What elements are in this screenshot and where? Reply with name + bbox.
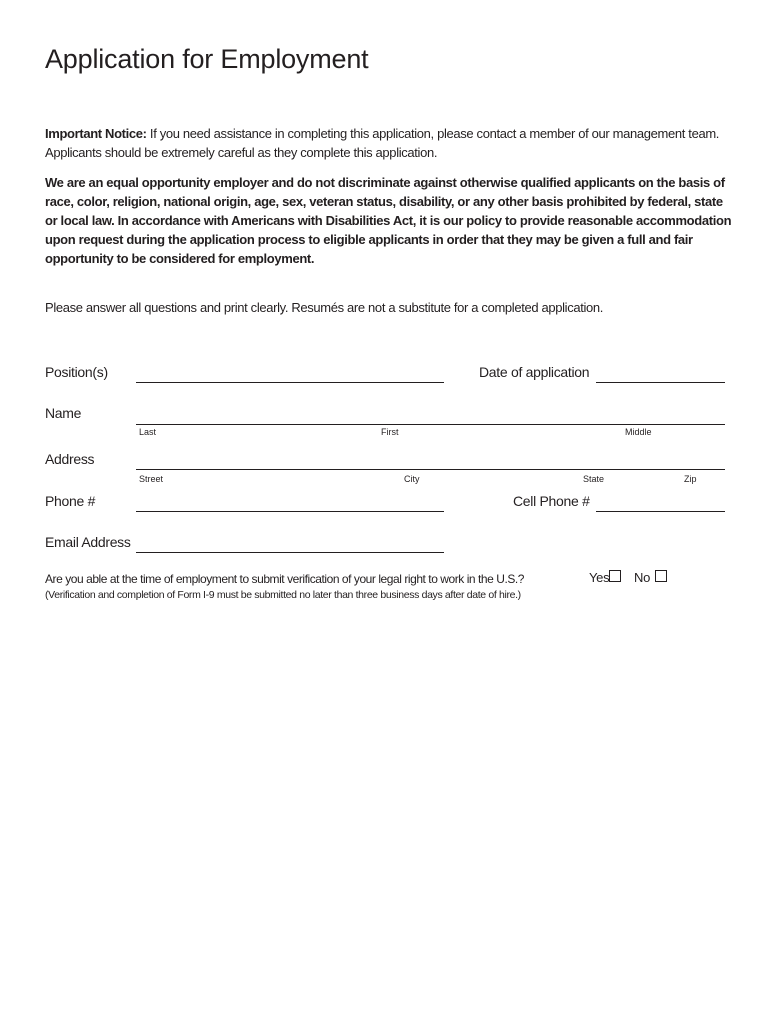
address-city-caption: City [404,474,420,484]
address-zip-caption: Zip [684,474,697,484]
work-authorization-note: (Verification and completion of Form I-9 must be submitted no later than three business days after date of hire.) [45,589,521,601]
important-notice [45,124,735,162]
page-title: Application for Employment [45,44,369,74]
address-label: Address [45,451,95,467]
work-authorization-question: Are you able at the time of employment to submit verification of your legal right to work in the U.S.? [45,572,525,586]
yes-checkbox[interactable] [609,570,621,582]
date-of-application-label: Date of application [479,364,590,380]
no-checkbox[interactable] [655,570,667,582]
phone-label: Phone # [45,493,96,509]
phone-field[interactable] [136,511,444,512]
name-field[interactable] [136,424,725,425]
address-street-caption: Street [139,474,164,484]
notice-label: Important Notice: [45,126,147,141]
address-state-caption: State [583,474,605,484]
eeo-statement: We are an equal opportunity employer and do not discriminate against otherwise qualified applicants on the basis of race, color, religion, national origin, age, sex, veteran status, disability, or any other basis prohibited by federal, state or local law. In accordance with Americans with Disabilities Act, it is our policy to provide reasonable accommodation upon request during the application process to eligible applicants in order that they may be given a full and fair opportunity to be considered for employment. [45,175,732,266]
cell-phone-field[interactable] [596,511,725,512]
email-field[interactable] [136,552,444,553]
notice-text: If you need assistance in completing this application, please contact a member of our management team. Applicants should be extremely careful as they complete this application. [45,126,720,160]
no-label: No [634,570,651,585]
date-of-application-field[interactable] [596,382,725,383]
cell-phone-label: Cell Phone # [513,493,590,509]
position-field[interactable] [136,382,444,383]
name-last-caption: Last [139,427,157,437]
name-first-caption: First [381,427,399,437]
address-field[interactable] [136,469,725,470]
name-label: Name [45,405,82,421]
yes-label: Yes [589,570,610,585]
position-label: Position(s) [45,364,108,380]
instructions: Please answer all questions and print clearly. Resumés are not a substitute for a completed application. [45,300,604,315]
name-middle-caption: Middle [625,427,652,437]
email-label: Email Address [45,534,131,550]
